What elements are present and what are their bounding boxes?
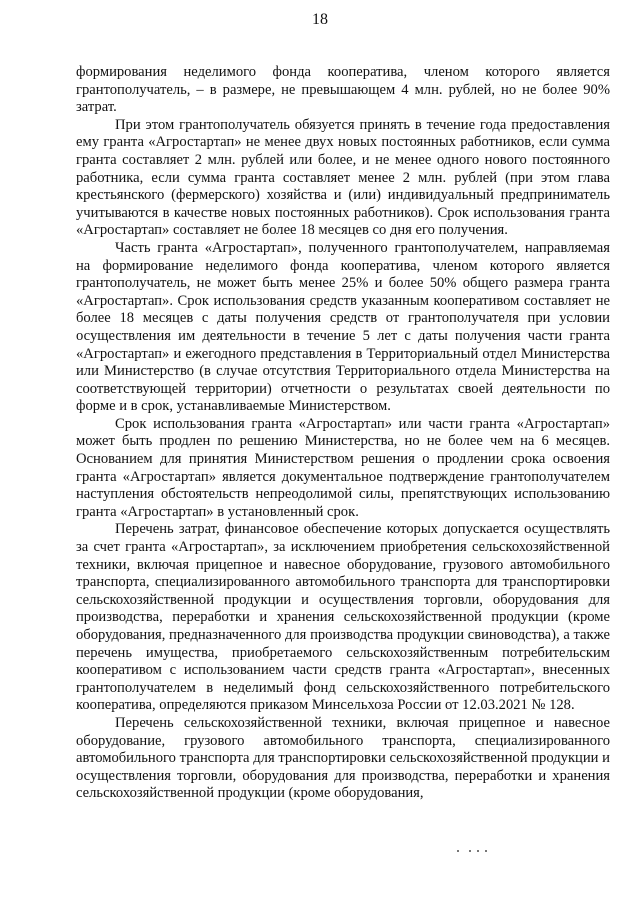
paragraph-new-employees: При этом грантополучатель обязуется принять в течение года предоставления ему гранта «Агростартап» не менее двух новых постоянных работников, если сумма гранта составляет 2 млн. рублей или более, и не менее одного нового постоянного работника, если сумма гранта составляет менее 2 млн. рублей (при этом глава крестьянского (фермерского) хозяйства и (или) индивидуальный предприниматель учитываются в качестве новых постоянных работников). Срок использования гранта «Агростартап» составляет не более 18 месяцев со дня его получения. bbox=[76, 116, 610, 239]
paragraph-deadline-extension: Срок использования гранта «Агростартап» или части гранта «Агростартап» может быть продлен по решению Министерства, но не более чем на 6 месяцев. Основанием для принятия Министерством решения о продлении срока освоения гранта «Агростартап» является документальное подтверждение грантополучателем наступления обстоятельств непреодолимой силы, препятствующих использованию гранта «Агростартап» в установленный срок. bbox=[76, 415, 610, 520]
paragraph-cooperative-fund-share: Часть гранта «Агростартап», полученного грантополучателем, направляемая на формирование неделимого фонда кооператива, членом которого является грантополучатель, не может быть менее 25% и более 50% общего размера гранта «Агростартап». Срок использования средств указанным кооперативом составляет не более 18 месяцев с даты получения средств от грантополучателя при условии осуществления им деятельности в течение 5 лет с даты получения части гранта «Агростартап» и ежегодного представления в Территориальный отдел Министерства или Министерство (в случае отсутствия Территориального отдела Министерства на соответствующей территории) отчетности о результатах своей деятельности по форме и в срок, устанавливаемые Министерством. bbox=[76, 239, 610, 415]
paragraph-continuation: формирования неделимого фонда кооператива, членом которого является грантополучатель, – в размере, не превышающем 4 млн. рублей, но не более 90% затрат. bbox=[76, 64, 610, 116]
paragraph-equipment-list: Перечень сельскохозяйственной техники, включая прицепное и навесное оборудование, грузового автомобильного транспорта, специализированного автомобильного транспорта для транспортировки сельскохозяйственной продукции и осуществления торговли, оборудования для производства, переработки и хранения сельскохозяйственной продукции (кроме оборудования, bbox=[76, 714, 610, 802]
scan-artifact bbox=[455, 850, 495, 856]
paragraph-expense-list: Перечень затрат, финансовое обеспечение которых допускается осуществлять за счет гранта «Агростартап», за исключением приобретения сельскохозяйственной техники, включая прицепное и навесное оборудование, грузового автомобильного транспорта, специализированного автомобильного транспорта для транспортировки сельскохозяйственной продукции и осуществления торговли, оборудования для производства, переработки и хранения сельскохозяйственной продукции (кроме оборудования, предназначенного для производства продукции свиноводства), а также перечень имущества, приобретаемого сельскохозяйственным потребительским кооперативом с использованием части средств гранта «Агростартап», внесенных грантополучателем в неделимый фонд сельскохозяйственного потребительского кооператива, определяются приказом Минсельхоза России от 12.03.2021 № 128. bbox=[76, 521, 610, 714]
document-body bbox=[76, 64, 610, 803]
page-number: 18 bbox=[312, 11, 328, 28]
